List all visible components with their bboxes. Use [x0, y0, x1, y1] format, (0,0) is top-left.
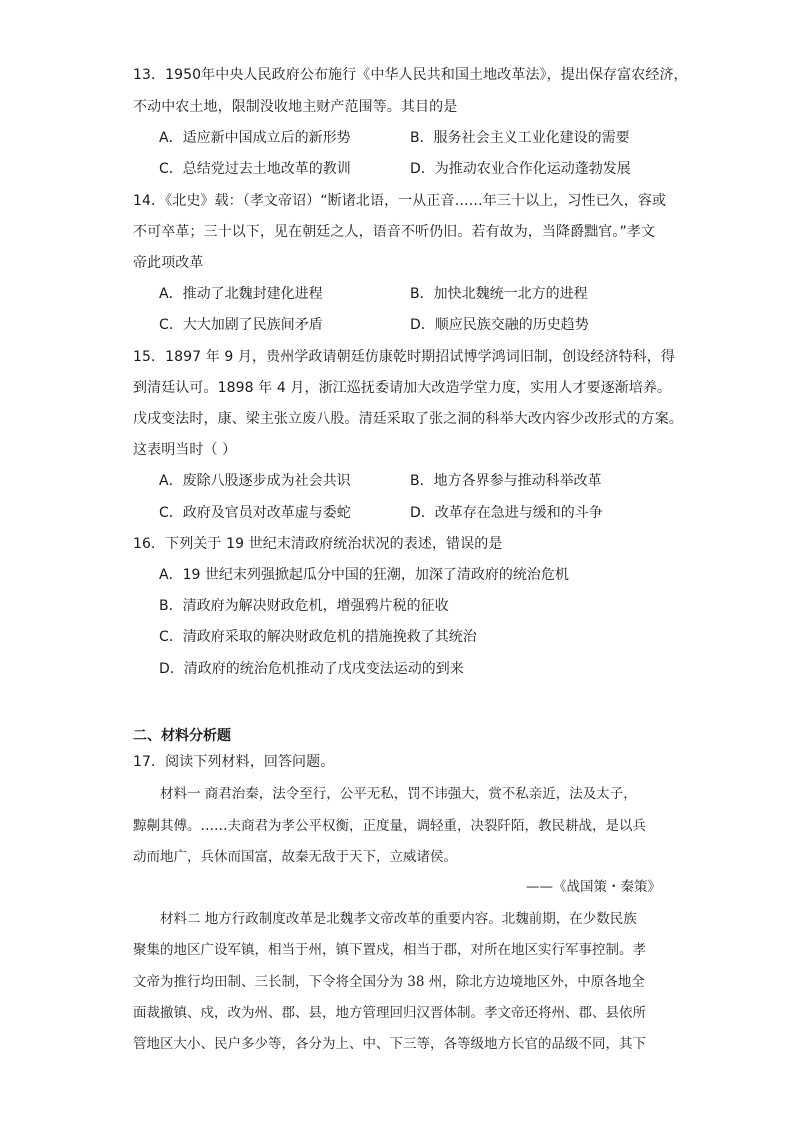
q15-stem-line-4: 这表明当时（ ）: [133, 442, 237, 458]
q15-option-a[interactable]: A．废除八股逐步成为社会共识: [159, 473, 351, 489]
material1-line-2: 黥劓其傅。……夫商君为孝公平权衡，正度量，调轻重，决裂阡陌，教民耕战，是以兵: [133, 818, 646, 834]
section-heading: 二、材料分析题: [133, 728, 231, 744]
q16-option-d[interactable]: D．清政府的统治危机推动了戊戌变法运动的到来: [159, 661, 464, 677]
q15-option-b[interactable]: B．地方各界参与推动科举改革: [410, 473, 602, 489]
q14-option-c[interactable]: C．大大加剧了民族间矛盾: [159, 317, 323, 333]
q14-stem-line-3: 帝此项改革: [133, 255, 204, 271]
material2-line-3: 文帝为推行均田制、三长制，下令将全国分为 38 州，除北方边境地区外，中原各地全: [133, 974, 645, 990]
q15-stem-line-3: 戊戌变法时，康、梁主张立废八股。清廷采取了张之洞的科举大改内容少改形式的方案。: [133, 411, 683, 427]
q16-option-b[interactable]: B．清政府为解决财政危机，增强鸦片税的征收: [159, 598, 449, 614]
q14-option-a[interactable]: A．推动了北魏封建化进程: [159, 286, 323, 302]
q14-stem-line-2: 不可卒革；三十以下，见在朝廷之人，语音不听仍旧。若有故为，当降爵黜官。”孝文: [133, 224, 656, 240]
q14-stem-line-1: 14．《北史》载：（孝文帝诏）“断诸北语，一从正音……年三十以上，习性已久，容或: [133, 193, 667, 209]
material2-line-2: 聚集的地区广设军镇，相当于州，镇下置戍，相当于郡，对所在地区实行军事控制。孝: [133, 942, 646, 958]
q13-option-c[interactable]: C．总结党过去土地改革的教训: [159, 161, 351, 177]
q13-option-a[interactable]: A．适应新中国成立后的新形势: [159, 130, 351, 146]
material1-source: ——《战国策・秦策》: [526, 879, 661, 895]
q16-option-a[interactable]: A．19 世纪末列强掀起瓜分中国的狂潮，加深了清政府的统治危机: [159, 567, 569, 583]
material1-line-3: 动而地广，兵休而国富，故秦无敌于天下，立威诸侯。: [133, 849, 457, 865]
q13-stem-line-1: 13．1950年中央人民政府公布施行《中华人民共和国土地改革法》，提出保存富农经济，: [133, 67, 688, 83]
material2-line-1: 材料二 地方行政制度改革是北魏孝文帝改革的重要内容。北魏前期，在少数民族: [160, 911, 637, 927]
q17-stem: 17．阅读下列材料，回答问题。: [133, 754, 335, 770]
material2-line-4: 面裁撤镇、戍，改为州、郡、县，地方管理回归汉晋体制。孝文帝还将州、郡、县依所: [133, 1005, 646, 1021]
q15-stem-line-2: 到清廷认可。1898 年 4 月，浙江巡抚委请加大改造学堂力度，实用人才要逐渐培养。: [133, 380, 672, 396]
q15-stem-line-1: 15．1897 年 9 月，贵州学政请朝廷仿康乾时期招试博学鸿词旧制，创设经济特科，得: [133, 349, 675, 365]
q13-stem-line-2: 不动中农土地，限制没收地主财产范围等。其目的是: [133, 99, 458, 115]
q14-option-d[interactable]: D．顺应民族交融的历史趋势: [410, 317, 589, 333]
q14-option-b[interactable]: B．加快北魏统一北方的进程: [410, 286, 588, 302]
material2-line-5: 管地区大小、民户多少等，各分为上、中、下三等，各等级地方长官的品级不同，其下: [133, 1036, 646, 1052]
material1-line-1: 材料一 商君治秦，法令至行，公平无私，罚不讳强大，赏不私亲近，法及太子，: [160, 786, 637, 802]
q16-stem-line-1: 16．下列关于 19 世纪末清政府统治状况的表述，错误的是: [133, 536, 503, 552]
q13-option-d[interactable]: D．为推动农业合作化运动蓬勃发展: [410, 161, 631, 177]
q15-option-d[interactable]: D．改革存在急进与缓和的斗争: [410, 505, 603, 521]
q15-option-c[interactable]: C．政府及官员对改革虚与委蛇: [159, 505, 351, 521]
q13-option-b[interactable]: B．服务社会主义工业化建设的需要: [410, 130, 630, 146]
q16-option-c[interactable]: C．清政府采取的解决财政危机的措施挽救了其统治: [159, 629, 477, 645]
